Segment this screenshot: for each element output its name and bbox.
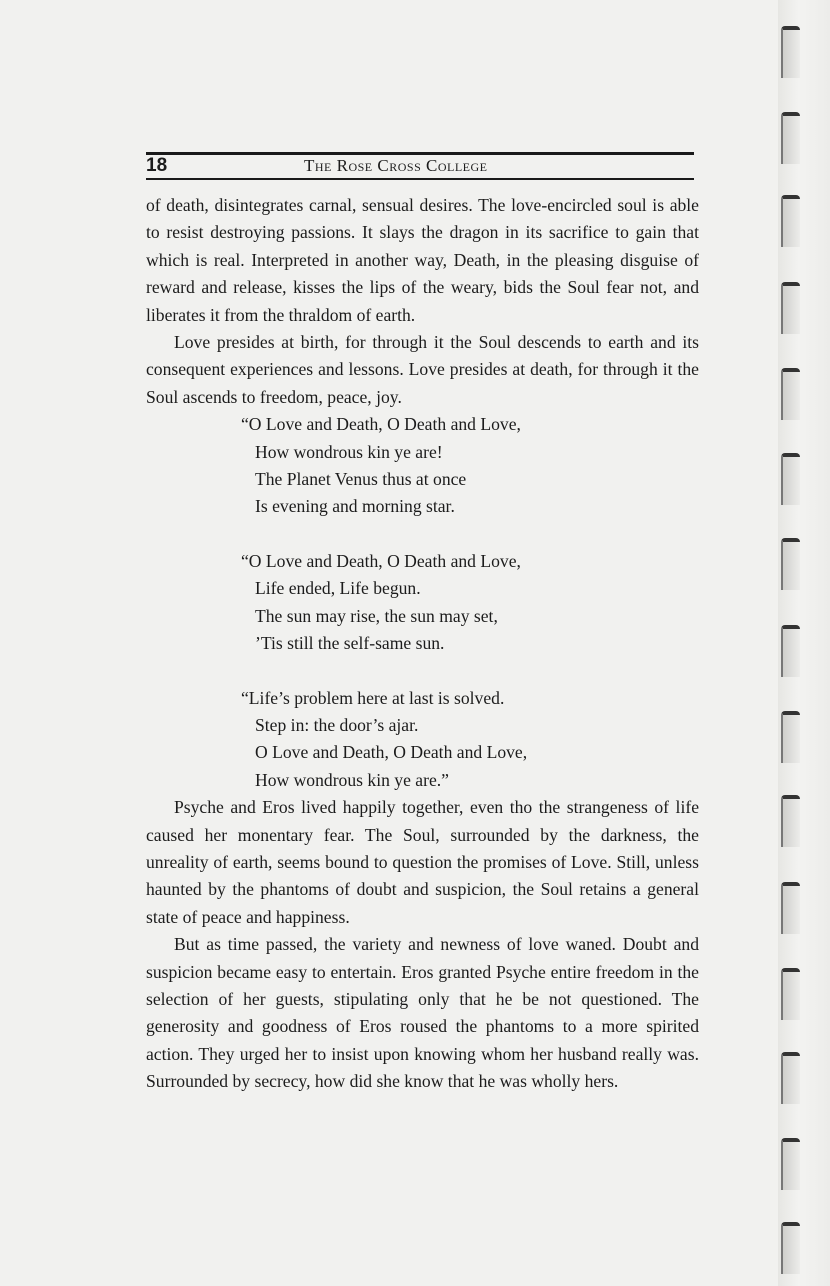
index-tab [781,795,800,847]
poem-line: “O Love and Death, O Death and Love, [241,550,521,571]
poem-line: ’Tis still the self-same sun. [255,633,445,654]
index-tab [781,26,800,78]
poem-stanza [241,411,699,521]
page-number: 18 [146,155,168,176]
index-tab [781,368,800,420]
index-tab [781,282,800,334]
poem [241,411,699,794]
running-header [146,152,694,180]
poem-line: How wondrous kin ye are.” [255,769,449,790]
header-rule [146,152,694,155]
index-tab [781,453,800,505]
poem-line: O Love and Death, O Death and Love, [255,742,528,763]
poem-line: “Life’s problem here at last is solved. [241,687,505,708]
poem-line: Is evening and morning star. [255,496,455,517]
paragraph: of death, disintegrates carnal, sensual desires. The love-encircled soul is able to resist destroying passions. It slays the dragon in its sacrifice to gain that which is real. Interpreted in another way, Death, in the pleasing disguise of reward and release, kisses the lips of the weary, bids the Soul fear not, and liberates it from the thraldom of earth. [146,195,699,325]
paragraph: Psyche and Eros lived happily together, even tho the strangeness of life caused her monentary fear. The Soul, surrounded by the darkness, the unreality of earth, seems bound to question the promises of Love. Still, unless haunted by the phantoms of doubt and suspicion, the Soul retains a general state of peace and happiness. [146,797,699,927]
poem-line: The Planet Venus thus at once [255,469,467,490]
index-tab [781,711,800,763]
paragraph: Love presides at birth, for through it the Soul descends to earth and its consequent experiences and lessons. Love presides at death, for through it the Soul ascends to freedom, peace, joy. [146,332,699,407]
header-rule [146,178,694,180]
poem-line: “O Love and Death, O Death and Love, [241,414,521,435]
poem-line: How wondrous kin ye are! [255,441,443,462]
poem-line: Step in: the door’s ajar. [255,714,419,735]
index-tab [781,882,800,934]
index-tab [781,968,800,1020]
body-text [146,192,699,1096]
index-tab [781,538,800,590]
index-tab [781,195,800,247]
index-tab [781,1052,800,1104]
poem-stanza [241,685,699,795]
poem-line: Life ended, Life begun. [255,578,421,599]
index-tab [781,1138,800,1190]
poem-line: The sun may rise, the sun may set, [255,605,498,626]
poem-stanza [241,548,699,658]
index-tab [781,1222,800,1274]
running-title: The Rose Cross College [304,156,488,175]
index-tab [781,625,800,677]
index-tab [781,112,800,164]
paragraph: But as time passed, the variety and newness of love waned. Doubt and suspicion became easy to entertain. Eros granted Psyche entire freedom in the selection of her guests, stipulating only that he be not questioned. The generosity and goodness of Eros roused the phantoms to a more spirited action. They urged her to insist upon knowing whom her husband really was. Surrounded by secrecy, how did she know that he was wholly hers. [146,934,699,1092]
